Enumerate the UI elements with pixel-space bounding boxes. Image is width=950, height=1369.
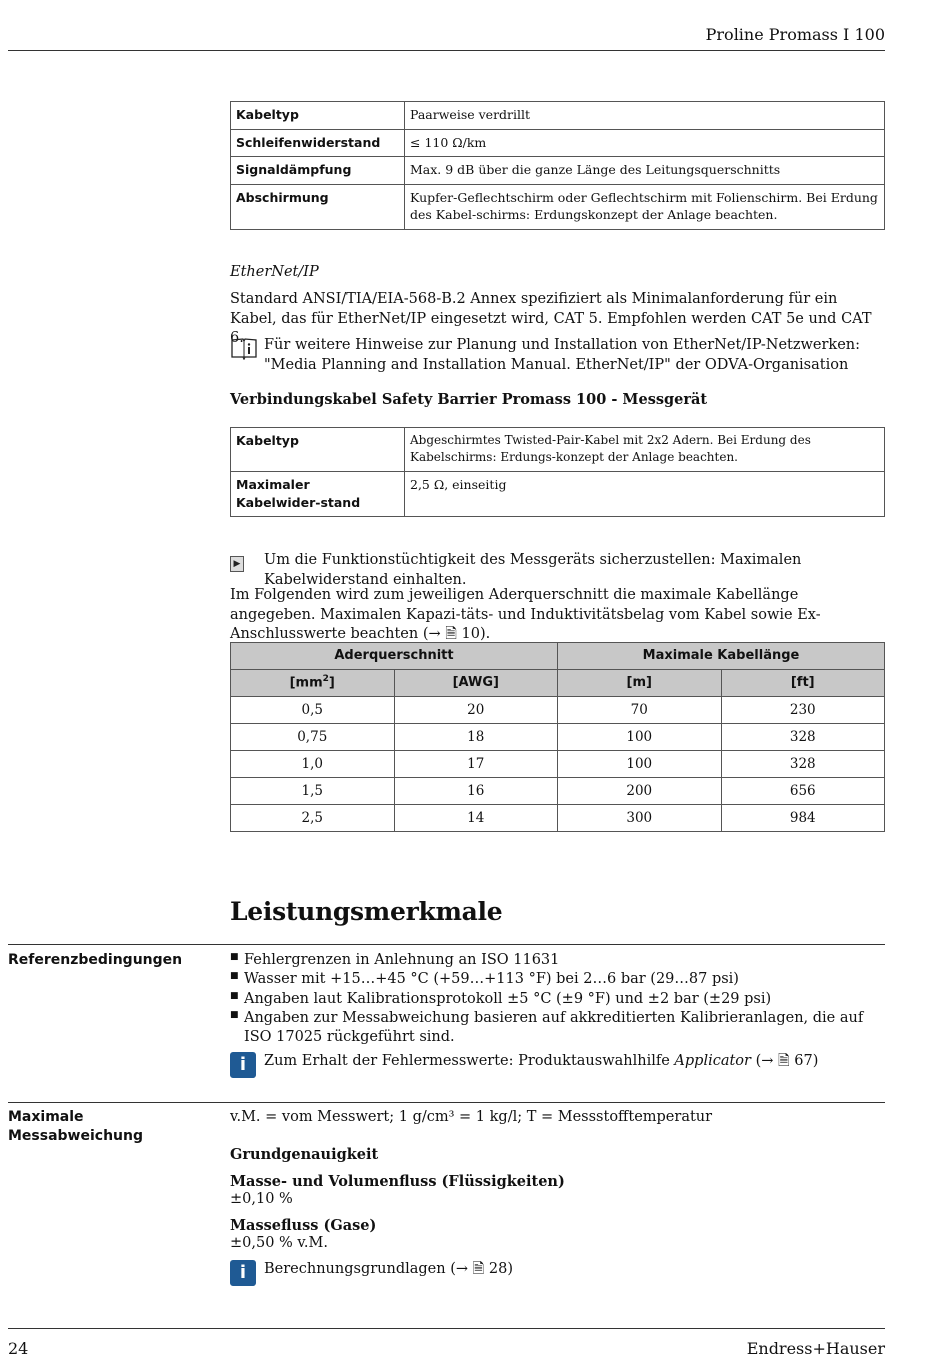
spec-key: Signaldämpfung	[231, 157, 405, 185]
note-text: Berechnungsgrundlagen (→ 🗎 28)	[264, 1261, 514, 1277]
table-cell: 17	[394, 751, 558, 778]
liquid-heading: Masse- und Volumenfluss (Flüssigkeiten)	[230, 1173, 565, 1190]
deviation-label: Maximale Messabweichung	[8, 1109, 144, 1145]
column-header: [AWG]	[394, 670, 558, 697]
list-item: ■ Fehlergrenzen in Anlehnung an ISO 11631	[230, 951, 885, 970]
header-title: Proline Promass I 100	[705, 25, 885, 44]
reference-label: Referenzbedingungen	[8, 952, 183, 968]
reference-note	[230, 1052, 885, 1078]
table-row	[231, 751, 885, 778]
table-cell: 984	[721, 805, 885, 832]
ethernet-note	[230, 336, 885, 375]
ethernet-paragraph: Standard ANSI/TIA/EIA-568-B.2 Annex spezifiziert als Minimalanforderung für ein Kabel, das für EtherNet/IP eingesetzt wird, CAT 5. Empfohlen werden CAT 5e und CAT 6.	[230, 291, 872, 347]
basic-accuracy-heading: Grundgenauigkeit	[230, 1146, 379, 1163]
column-header: [m]	[558, 670, 722, 697]
list-item: ■ Angaben zur Messabweichung basieren auf akkreditierten Kalibrieranlagen, die auf ISO 17025 rückgeführt sind.	[230, 1009, 885, 1048]
table-group-header-row	[231, 643, 885, 670]
info-icon-wrap	[230, 1052, 258, 1078]
list-item: ■ Angaben laut Kalibrationsprotokoll ±5 °C (±9 °F) und ±2 bar (±29 psi)	[230, 990, 885, 1009]
table-row	[231, 697, 885, 724]
ethernet-heading: EtherNet/IP	[230, 264, 319, 280]
table-cell: 70	[558, 697, 722, 724]
table-cell: 18	[394, 724, 558, 751]
table-cell: 16	[394, 778, 558, 805]
barrier-heading: Verbindungskabel Safety Barrier Promass 100 - Messgerät	[230, 391, 708, 408]
note-prefix: Zum Erhalt der Fehlermesswerte: Produktauswahlhilfe	[264, 1053, 675, 1069]
reference-content	[230, 951, 885, 1047]
table-cell: 300	[558, 805, 722, 832]
table-row	[231, 102, 885, 130]
table-cell: 0,5	[231, 697, 395, 724]
spec-key: Schleifenwiderstand	[231, 129, 405, 157]
table-cell: 2,5	[231, 805, 395, 832]
table-cell: 0,75	[231, 724, 395, 751]
barrier-spec-table	[230, 427, 885, 517]
group-header: Maximale Kabellänge	[558, 643, 885, 670]
spec-key: Abschirmung	[231, 184, 405, 229]
footer-divider	[8, 1328, 885, 1329]
table-cell: 20	[394, 697, 558, 724]
gas-value: ±0,50 % v.M.	[230, 1235, 328, 1251]
spec-value: Paarweise verdrillt	[405, 102, 885, 130]
table-header-row	[231, 670, 885, 697]
column-header: $[mm^2]$	[231, 670, 395, 697]
section-title: Leistungsmerkmale	[230, 897, 503, 926]
info-icon: i	[230, 1260, 256, 1286]
length-table-wrap	[230, 642, 885, 832]
spec-value: 2,5 Ω, einseitig	[405, 472, 885, 517]
note-text	[264, 1052, 818, 1072]
table-cell: 1,0	[231, 751, 395, 778]
section-divider	[8, 1102, 885, 1103]
footer-brand: Endress+Hauser	[746, 1339, 885, 1358]
gas-heading: Massefluss (Gase)	[230, 1217, 377, 1234]
table-cell: 100	[558, 724, 722, 751]
deviation-intro: v.M. = vom Messwert; 1 g/cm³ = 1 kg/l; T = Messstofftemperatur	[230, 1109, 713, 1125]
table-cell: 100	[558, 751, 722, 778]
info-icon: i	[230, 1052, 256, 1078]
spec-key: Kabeltyp	[231, 102, 405, 130]
table-cell: 200	[558, 778, 722, 805]
spec-value: Abgeschirmtes Twisted-Pair-Kabel mit 2x2 Adern. Bei Erdung des Kabelschirms: Erdungs-konzept der Anlage beachten.	[405, 428, 885, 472]
table-cell: 656	[721, 778, 885, 805]
table-cell: 328	[721, 724, 885, 751]
spec-key: Kabeltyp	[231, 428, 405, 472]
page-number: 24	[8, 1339, 29, 1358]
table-row	[231, 724, 885, 751]
spec-key: Maximaler Kabelwider-stand	[231, 472, 405, 517]
note-italic: Applicator	[674, 1053, 751, 1069]
book-icon	[230, 336, 258, 362]
instruction-step	[230, 551, 885, 590]
table-row	[231, 428, 885, 472]
instruction-text: Um die Funktionstüchtigkeit des Messgeräts sicherzustellen: Maximalen Kabelwiderstand einhalten.	[264, 552, 802, 588]
note-text: Für weitere Hinweise zur Planung und Installation von EtherNet/IP-Netzwerken: "Media Planning and Installation Manual. EtherNet/IP" der ODVA-Organisation	[264, 337, 861, 373]
cable-length-table	[230, 642, 885, 832]
table-row	[231, 184, 885, 229]
note-suffix: (→ 🗎 67)	[750, 1053, 819, 1069]
calc-note	[230, 1260, 885, 1286]
length-intro-paragraph: Im Folgenden wird zum jeweiligen Aderquerschnitt die maximale Kabellänge angegeben. Maximalen Kapazi-täts- und Induktivitätsbelag vom Kabel sowie Ex-Anschlusswerte beachten (→ 🗎 10).	[230, 587, 821, 643]
cable-spec-table	[230, 101, 885, 230]
table-row	[231, 157, 885, 185]
barrier-table-wrap	[230, 427, 885, 517]
table-cell: 230	[721, 697, 885, 724]
liquid-value: ±0,10 %	[230, 1191, 293, 1207]
table-cell: 1,5	[231, 778, 395, 805]
table-row	[231, 805, 885, 832]
table-row	[231, 129, 885, 157]
table-row	[231, 778, 885, 805]
reference-list	[230, 951, 885, 1047]
info-icon-wrap	[230, 1260, 258, 1286]
step-marker	[230, 551, 258, 571]
play-icon: ▶	[230, 556, 244, 572]
spec-value: ≤ 110 Ω/km	[405, 129, 885, 157]
spec-value: Kupfer-Geflechtschirm oder Geflechtschirm mit Folienschirm. Bei Erdung des Kabel-schirms: Erdungskonzept der Anlage beachten.	[405, 184, 885, 229]
table-cell: 14	[394, 805, 558, 832]
table-cell: 328	[721, 751, 885, 778]
header-divider	[8, 50, 885, 51]
column-header: [ft]	[721, 670, 885, 697]
list-item: ■ Wasser mit +15…+45 °C (+59…+113 °F) bei 2…6 bar (29…87 psi)	[230, 970, 885, 989]
spec-value: Max. 9 dB über die ganze Länge des Leitungsquerschnitts	[405, 157, 885, 185]
group-header: Aderquerschnitt	[231, 643, 558, 670]
cable-spec-table-wrap	[230, 101, 885, 230]
table-row	[231, 472, 885, 517]
section-divider	[8, 944, 885, 945]
